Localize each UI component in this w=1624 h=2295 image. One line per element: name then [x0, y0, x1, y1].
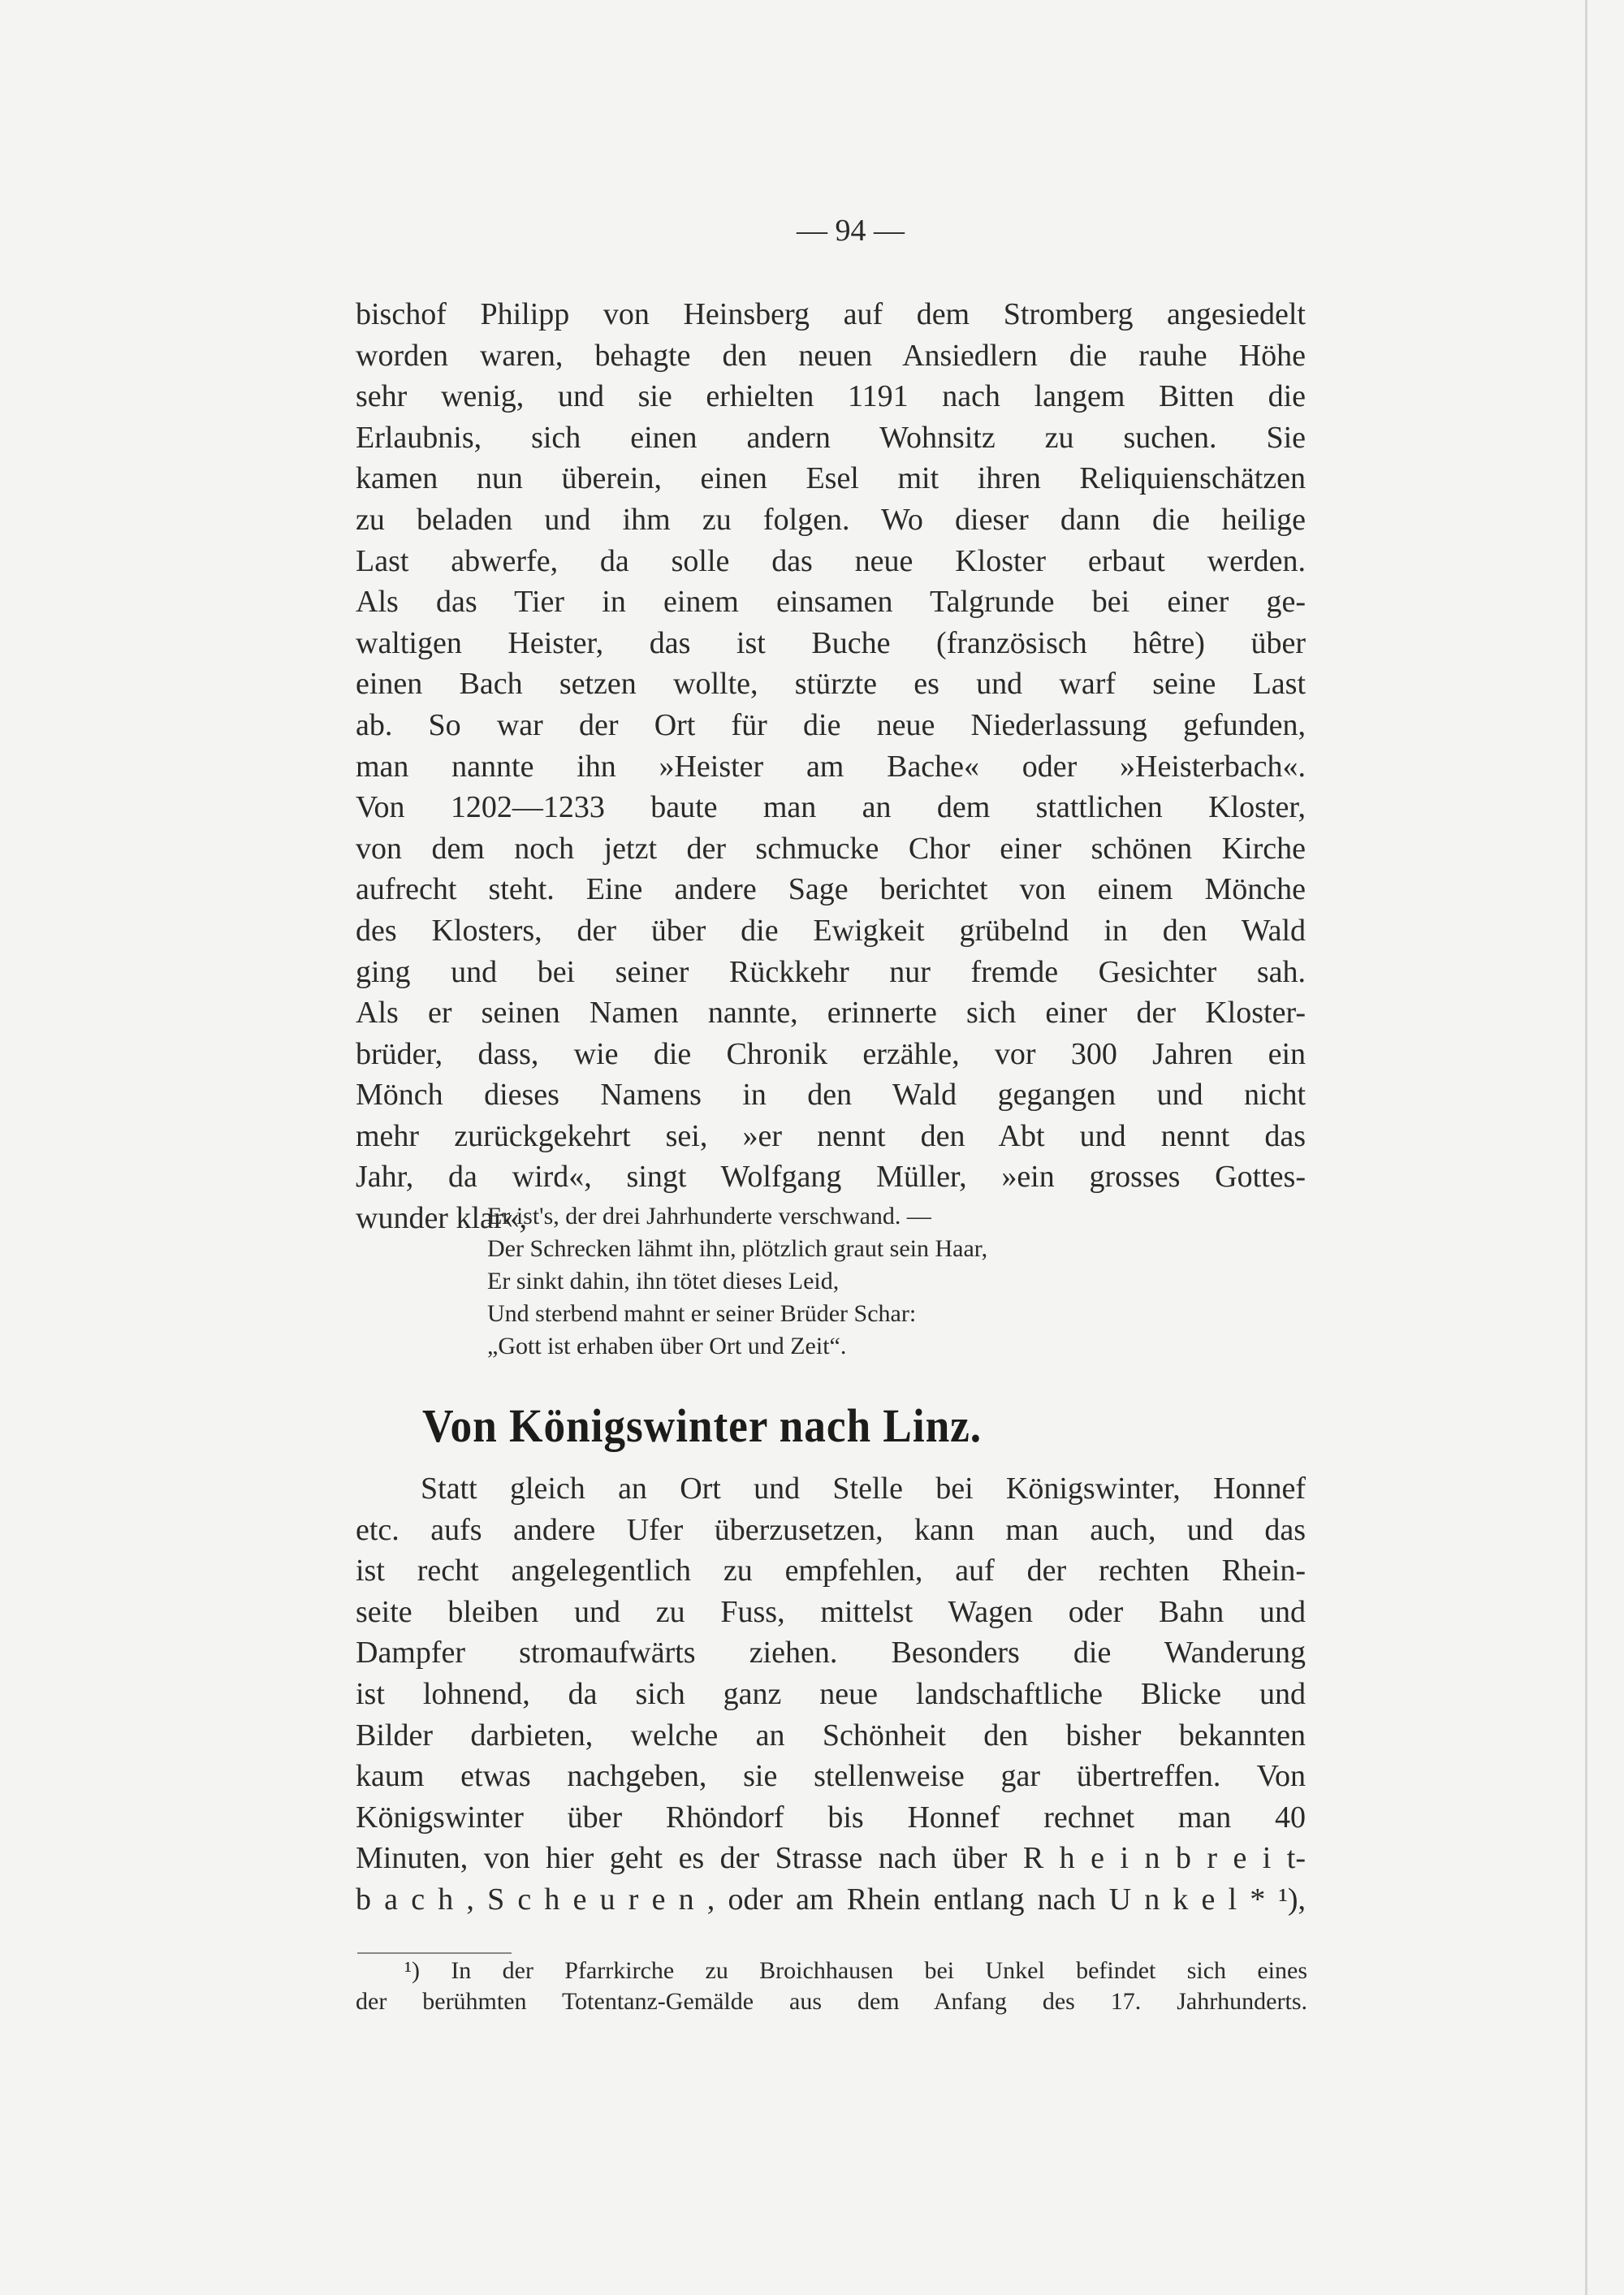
text-line: aufrecht steht. Eine andere Sage berichtet von einem Mönche — [356, 872, 1306, 907]
text-line: von dem noch jetzt der schmucke Chor einer schönen Kirche — [356, 831, 1306, 866]
text-line: waltigen Heister, das ist Buche (französisch hêtre) über — [356, 625, 1306, 660]
scan-edge-shadow — [1585, 0, 1587, 2295]
footnote-line: der berühmten Totentanz-Gemälde aus dem Anfang des 17. Jahrhunderts. — [356, 1988, 1307, 2015]
text-line: bischof Philipp von Heinsberg auf dem Stromberg angesiedelt — [356, 297, 1306, 331]
text-line: Minuten, von hier geht es der Strasse nach über R h e i n b r e i t- — [356, 1841, 1306, 1876]
text-line: sehr wenig, und sie erhielten 1191 nach langem Bitten die — [356, 379, 1306, 414]
footnote — [356, 1956, 1307, 2017]
text-line: seite bleiben und zu Fuss, mittelst Wagen oder Bahn und — [356, 1594, 1306, 1629]
page-number: — 94 — — [797, 214, 905, 248]
footnote-divider — [357, 1952, 512, 1954]
text-line: wunder klar«, — [356, 1201, 528, 1236]
text-line: ab. So war der Ort für die neue Niederlassung gefunden, — [356, 707, 1306, 742]
text-line: ging und bei seiner Rückkehr nur fremde Gesichter sah. — [356, 954, 1306, 989]
text-line: Jahr, da wird«, singt Wolfgang Müller, »ein grosses Gottes- — [356, 1160, 1306, 1195]
text-line: worden waren, behagte den neuen Ansiedlern die rauhe Höhe — [356, 338, 1306, 373]
text-line: einen Bach setzen wollte, stürzte es und warf seine Last — [356, 667, 1306, 702]
poem-quote — [487, 1200, 987, 1363]
text-line: Von 1202—1233 baute man an dem stattlichen Kloster, — [356, 790, 1306, 825]
text-line: man nannte ihn »Heister am Bache« oder »Heisterbach«. — [356, 749, 1306, 784]
section-heading: Von Königswinter nach Linz. — [422, 1399, 983, 1452]
text-line: ist lohnend, da sich ganz neue landschaftliche Blicke und — [356, 1676, 1306, 1711]
poem-line: Er sinkt dahin, ihn tötet dieses Leid, — [487, 1268, 840, 1294]
poem-line: Er ist's, der drei Jahrhunderte verschwand. — — [487, 1203, 931, 1230]
text-line: Erlaubnis, sich einen andern Wohnsitz zu suchen. Sie — [356, 420, 1306, 455]
text-line: brüder, dass, wie die Chronik erzähle, vor 300 Jahren ein — [356, 1036, 1306, 1071]
paragraph-koenigswinter — [356, 1468, 1306, 1921]
text-line: Dampfer stromaufwärts ziehen. Besonders die Wanderung — [356, 1636, 1306, 1670]
text-line: b a c h , S c h e u r e n , oder am Rhein entlang nach U n k e l * ¹), — [356, 1882, 1306, 1917]
text-line: kaum etwas nachgeben, sie stellenweise gar übertreffen. Von — [356, 1759, 1306, 1794]
text-line: mehr zurückgekehrt sei, »er nennt den Abt und nennt das — [356, 1118, 1306, 1153]
poem-line: Der Schrecken lähmt ihn, plötzlich graut sein Haar, — [487, 1235, 988, 1262]
footnote-line: ¹) In der Pfarrkirche zu Broichhausen bei Unkel befindet sich eines — [404, 1957, 1307, 1984]
poem-line: „Gott ist erhaben über Ort und Zeit“. — [487, 1333, 847, 1359]
text-line: Last abwerfe, da solle das neue Kloster erbaut werden. — [356, 543, 1306, 578]
text-line: zu beladen und ihm zu folgen. Wo dieser dann die heilige — [356, 502, 1306, 537]
text-line: kamen nun überein, einen Esel mit ihren Reliquienschätzen — [356, 461, 1306, 496]
text-line: etc. aufs andere Ufer überzusetzen, kann man auch, und das — [356, 1512, 1306, 1547]
text-line: Bilder darbieten, welche an Schönheit den bisher bekannten — [356, 1718, 1306, 1753]
text-line: Als er seinen Namen nannte, erinnerte sich einer der Kloster- — [356, 996, 1306, 1031]
text-line: des Klosters, der über die Ewigkeit grübelnd in den Wald — [356, 913, 1306, 948]
text-line: Statt gleich an Ort und Stelle bei Königswinter, Honnef — [421, 1472, 1306, 1506]
text-line: Mönch dieses Namens in den Wald gegangen und nicht — [356, 1078, 1306, 1113]
poem-line: Und sterbend mahnt er seiner Brüder Schar: — [487, 1300, 917, 1327]
text-line: ist recht angelegentlich zu empfehlen, auf der rechten Rhein- — [356, 1554, 1306, 1588]
text-line: Königswinter über Rhöndorf bis Honnef rechnet man 40 — [356, 1800, 1306, 1835]
text-line: Als das Tier in einem einsamen Talgrunde bei einer ge- — [356, 585, 1306, 620]
paragraph-heister — [356, 294, 1306, 1239]
